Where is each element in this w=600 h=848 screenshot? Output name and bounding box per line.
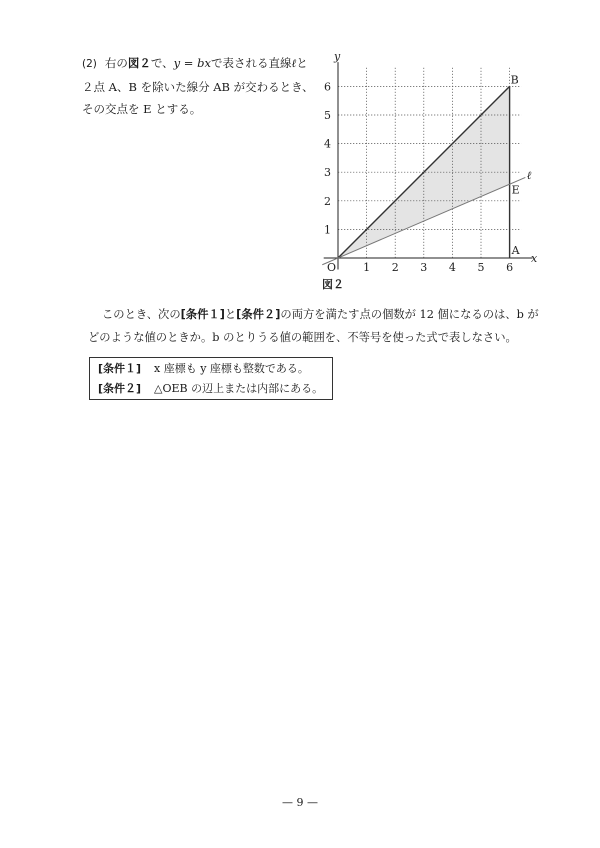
- problem-number: (2): [82, 58, 97, 70]
- point-a-label: A: [511, 244, 520, 257]
- x-tick-label: 4: [448, 261, 456, 274]
- problem-statement: (2) 右の図２で、y = bxで表される直線ℓと２点 A、B を除いた線分 AB が交わるとき、その交点を E とする。: [82, 56, 314, 116]
- line-l-label: ℓ: [526, 168, 532, 182]
- condition-text: x 座標も y 座標も整数である。: [154, 362, 309, 375]
- condition1-reference: [条件１]: [180, 308, 225, 321]
- x-tick-label: 5: [477, 261, 485, 274]
- figure-caption: 図２: [322, 278, 344, 291]
- condition-2: [98, 379, 332, 399]
- figure-reference: 図２: [127, 56, 151, 70]
- condition2-reference: [条件２]: [236, 308, 281, 321]
- origin-label: O: [327, 261, 337, 274]
- x-tick-label: 6: [506, 261, 514, 274]
- x-tick-label: 1: [363, 261, 371, 274]
- condition-text: △OEB の辺上または内部にある。: [154, 382, 324, 395]
- y-tick-label: 1: [324, 223, 331, 237]
- line-name: ℓ: [291, 56, 297, 70]
- x-tick-label: 3: [420, 261, 428, 274]
- question-text: このとき、次の[条件１]と[条件２]の両方を満たす点の個数が 12 個になるのは、b がどのような値のときか。b のとりうる値の範囲を、不等号を使った式で表しなさい。: [88, 308, 539, 344]
- point-b-label: B: [510, 73, 519, 87]
- y-axis-label: y: [334, 50, 341, 64]
- condition-1: [98, 359, 332, 379]
- y-tick-label: 3: [324, 166, 331, 180]
- y-tick-label: 4: [324, 137, 331, 151]
- condition-tag: [条件２]: [98, 382, 142, 395]
- equation: y = bx: [173, 56, 211, 70]
- y-tick-label: 2: [324, 194, 331, 208]
- coordinate-figure: [315, 50, 555, 292]
- conditions-box: [89, 357, 333, 400]
- condition-tag: [条件１]: [98, 362, 142, 375]
- x-axis-label: x: [531, 252, 538, 265]
- y-tick-label: 6: [324, 80, 331, 94]
- point-e-label: E: [511, 183, 520, 197]
- y-tick-label: 5: [324, 109, 331, 122]
- page-number: — 9 —: [282, 796, 318, 809]
- x-tick-label: 2: [391, 261, 399, 274]
